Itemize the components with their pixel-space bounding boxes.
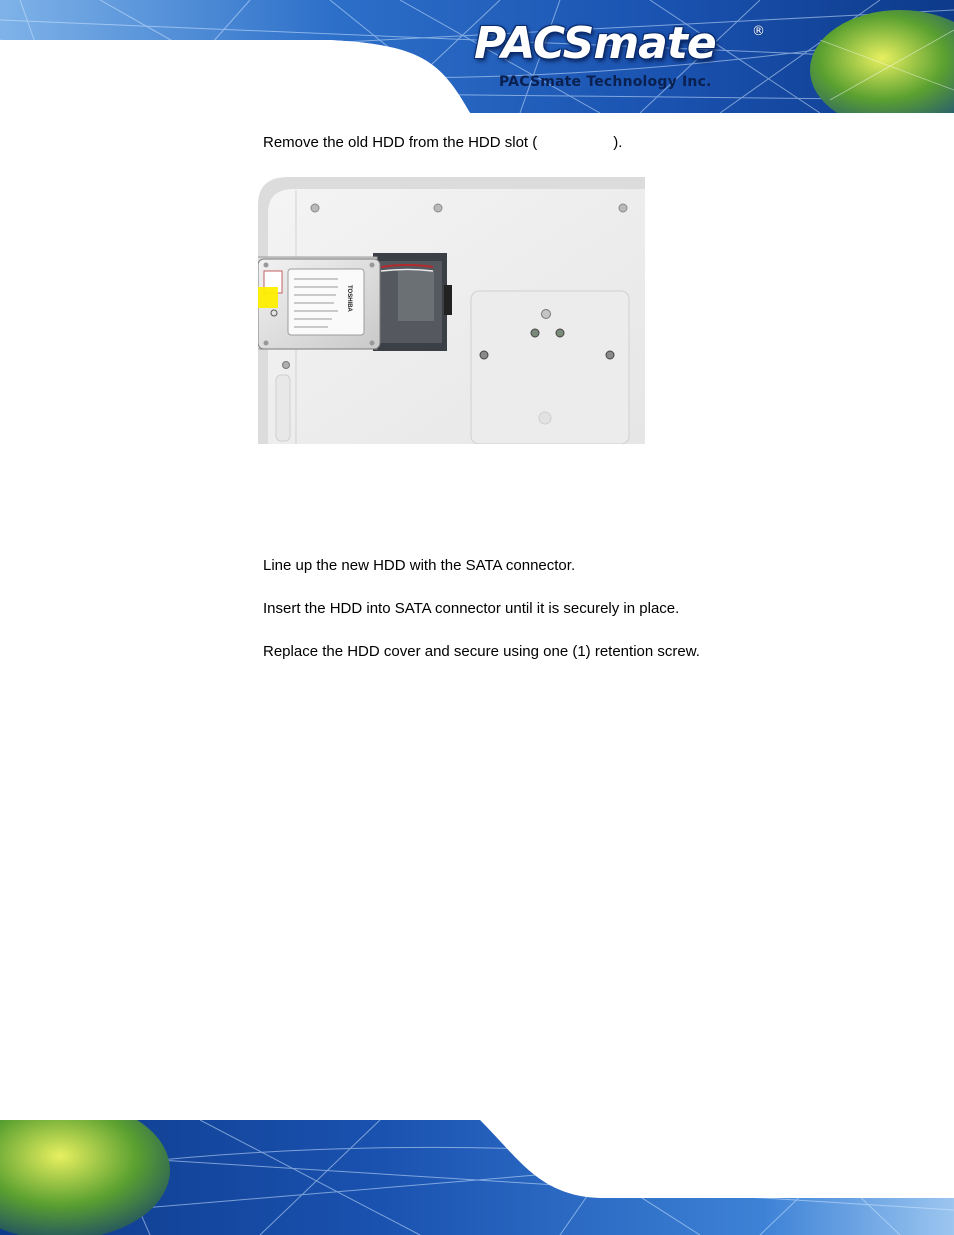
registered-mark: ® xyxy=(752,24,765,39)
step-remove-hdd xyxy=(263,134,622,152)
step-remove-text: Remove the old HDD from the HDD slot ( xyxy=(263,134,538,151)
footer-globe-graphic xyxy=(0,1120,954,1235)
step-insert-hdd: Insert the HDD into SATA connector until it is securely in place. xyxy=(263,600,680,617)
step-remove-suffix: ). xyxy=(613,134,623,151)
header-banner xyxy=(0,0,954,113)
step-replace-cover: Replace the HDD cover and secure using one (1) retention screw. xyxy=(263,643,700,660)
hdd-removal-figure xyxy=(258,175,645,444)
company-name: PACSmate Technology Inc. xyxy=(499,74,712,90)
logo-wordmark: PACSmate xyxy=(474,18,716,69)
footer-banner xyxy=(0,1120,954,1235)
step-line-up-hdd: Line up the new HDD with the SATA connector. xyxy=(263,557,576,574)
hdd-brand-label: TOSHIBA xyxy=(346,285,352,312)
